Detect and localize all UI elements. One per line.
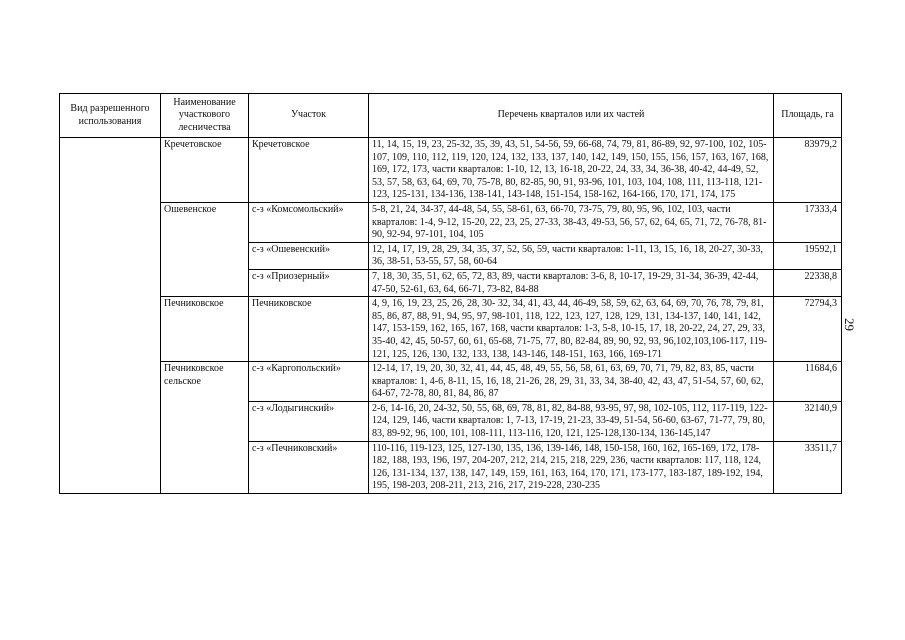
header-area: Площадь, га — [774, 94, 842, 138]
area-cell: 33511,7 — [774, 441, 842, 493]
area-cell: 32140,9 — [774, 401, 842, 441]
site-cell: с-з «Комсомольский» — [249, 202, 369, 242]
header-site: Участок — [249, 94, 369, 138]
quarters-cell: 12-14, 17, 19, 20, 30, 32, 41, 44, 45, 48, 49, 55, 56, 58, 61, 63, 69, 70, 71, 79, 82, 83, 85, части кварталов: 1, 4-6, 8-11, 15, 16, 18, 21-26, 28, 29, 31, 33, 34, 38-40, 42, 43, 47, 51-54, 57, 60, 62, 64-67, 72-78, 80, 81, 84, 86, 87 — [369, 362, 774, 402]
quarters-cell: 11, 14, 15, 19, 23, 25-32, 35, 39, 43, 51, 54-56, 59, 66-68, 74, 79, 81, 86-89, 92, 97-100, 102, 105-107, 109, 110, 112, 119, 120, 124, 132, 133, 137, 140, 142, 149, 150, 155, 156, 157, 163, 167, 168, 169, 172, 173, части кварталов: 1-10, 12, 13, 16-18, 20-22, 24, 33, 34, 36-38, 40-42, 44-49, 52, 53, 57, 58, 63, 64, 69, 70, 75-78, 80, 82-85, 90, 91, 93-96, 101, 103, 104, 108, 111, 113-118, 121-123, 125-131, 134-136, 138-141, 143-148, 151-154, 158-162, 164-166, 170, 171, 174, 175 — [369, 138, 774, 203]
area-cell: 22338,8 — [774, 269, 842, 296]
quarters-cell: 4, 9, 16, 19, 23, 25, 26, 28, 30- 32, 34, 41, 43, 44, 46-49, 58, 59, 62, 63, 64, 69, 70, 76, 78, 79, 81, 85, 86, 87, 88, 91, 94, 95, 97, 98-101, 118, 122, 123, 127, 128, 129, 131, 134-137, 140, 141, 142, 147, 153-159, 162, 165, 167, 168, части кварталов: 1-3, 5-8, 10-15, 17, 18, 20-22, 24, 27, 29, 33, 35-40, 42, 45, 50-57, 60, 61, 65-68, 71-75, 77, 80, 82-84, 89, 90, 92, 93, 96,102,103,106-117, 119-121, 125, 126, 130, 132, 133, 138, 143-146, 148-151, 163, 166, 169-171 — [369, 297, 774, 362]
site-cell: с-з «Приозерный» — [249, 269, 369, 296]
quarters-cell: 7, 18, 30, 35, 51, 62, 65, 72, 83, 89, части кварталов: 3-6, 8, 10-17, 19-29, 31-34, 36-39, 42-44, 47-50, 52-61, 63, 64, 66-71, 73-82, 84-88 — [369, 269, 774, 296]
site-cell: с-з «Ошевенский» — [249, 242, 369, 269]
forestry-cell: Печниковское сельское — [161, 362, 249, 494]
area-cell: 72794,3 — [774, 297, 842, 362]
quarters-cell: 5-8, 21, 24, 34-37, 44-48, 54, 55, 58-61, 63, 66-70, 73-75, 79, 80, 95, 96, 102, 103, части кварталов: 1-4, 9-12, 15-20, 22, 23, 25, 27-33, 38-43, 49-53, 56, 57, 62, 64, 65, 71, 72, 76-78, 81-90, 92-94, 97-101, 104, 105 — [369, 202, 774, 242]
table-row — [60, 138, 842, 203]
header-use-type: Вид разрешенного использования — [60, 94, 161, 138]
quarters-cell: 12, 14, 17, 19, 28, 29, 34, 35, 37, 52, 56, 59, части кварталов: 1-11, 13, 15, 16, 18, 20-27, 30-33, 36, 38-51, 53-55, 57, 58, 60-64 — [369, 242, 774, 269]
quarters-cell: 110-116, 119-123, 125, 127-130, 135, 136, 139-146, 148, 150-158, 160, 162, 165-169, 172, 178-182, 188, 193, 196, 197, 204-207, 212, 214, 215, 218, 229, 236, части кварталов: 117, 118, 124, 126, 131-134, 137, 138, 147, 149, 159, 161, 163, 164, 170, 171, 173-177, 183-187, 189-192, 194, 195, 198-203, 208-211, 213, 216, 217, 219-228, 230-235 — [369, 441, 774, 493]
table-row — [60, 362, 842, 402]
site-cell: с-з «Лодыгинский» — [249, 401, 369, 441]
site-cell: с-з «Каргопольский» — [249, 362, 369, 402]
table-row — [60, 297, 842, 362]
forestry-cell: Кречетовское — [161, 138, 249, 203]
site-cell: Печниковское — [249, 297, 369, 362]
header-forestry: Наименование участкового лесничества — [161, 94, 249, 138]
area-cell: 19592,1 — [774, 242, 842, 269]
page-number: 29 — [842, 318, 857, 331]
quarters-cell: 2-6, 14-16, 20, 24-32, 50, 55, 68, 69, 78, 81, 82, 84-88, 93-95, 97, 98, 102-105, 112, 117-119, 122-124, 129, 146, части кварталов: 1, 7-13, 17-19, 21-23, 33-49, 51-54, 56-60, 63-67, 71-77, 79, 80, 83, 89-92, 96, 100, 101, 108-111, 113-116, 120, 121, 125-128,130-134, 136-145,147 — [369, 401, 774, 441]
forestry-cell: Печниковское — [161, 297, 249, 362]
table-header-row — [60, 94, 842, 138]
header-quarters: Перечень кварталов или их частей — [369, 94, 774, 138]
site-cell: Кречетовское — [249, 138, 369, 203]
area-cell: 11684,6 — [774, 362, 842, 402]
forestry-cell: Ошевенское — [161, 202, 249, 296]
forest-quarters-table — [59, 93, 842, 494]
use-type-cell — [60, 138, 161, 494]
area-cell: 83979,2 — [774, 138, 842, 203]
site-cell: с-з «Печниковский» — [249, 441, 369, 493]
area-cell: 17333,4 — [774, 202, 842, 242]
table-row — [60, 202, 842, 242]
